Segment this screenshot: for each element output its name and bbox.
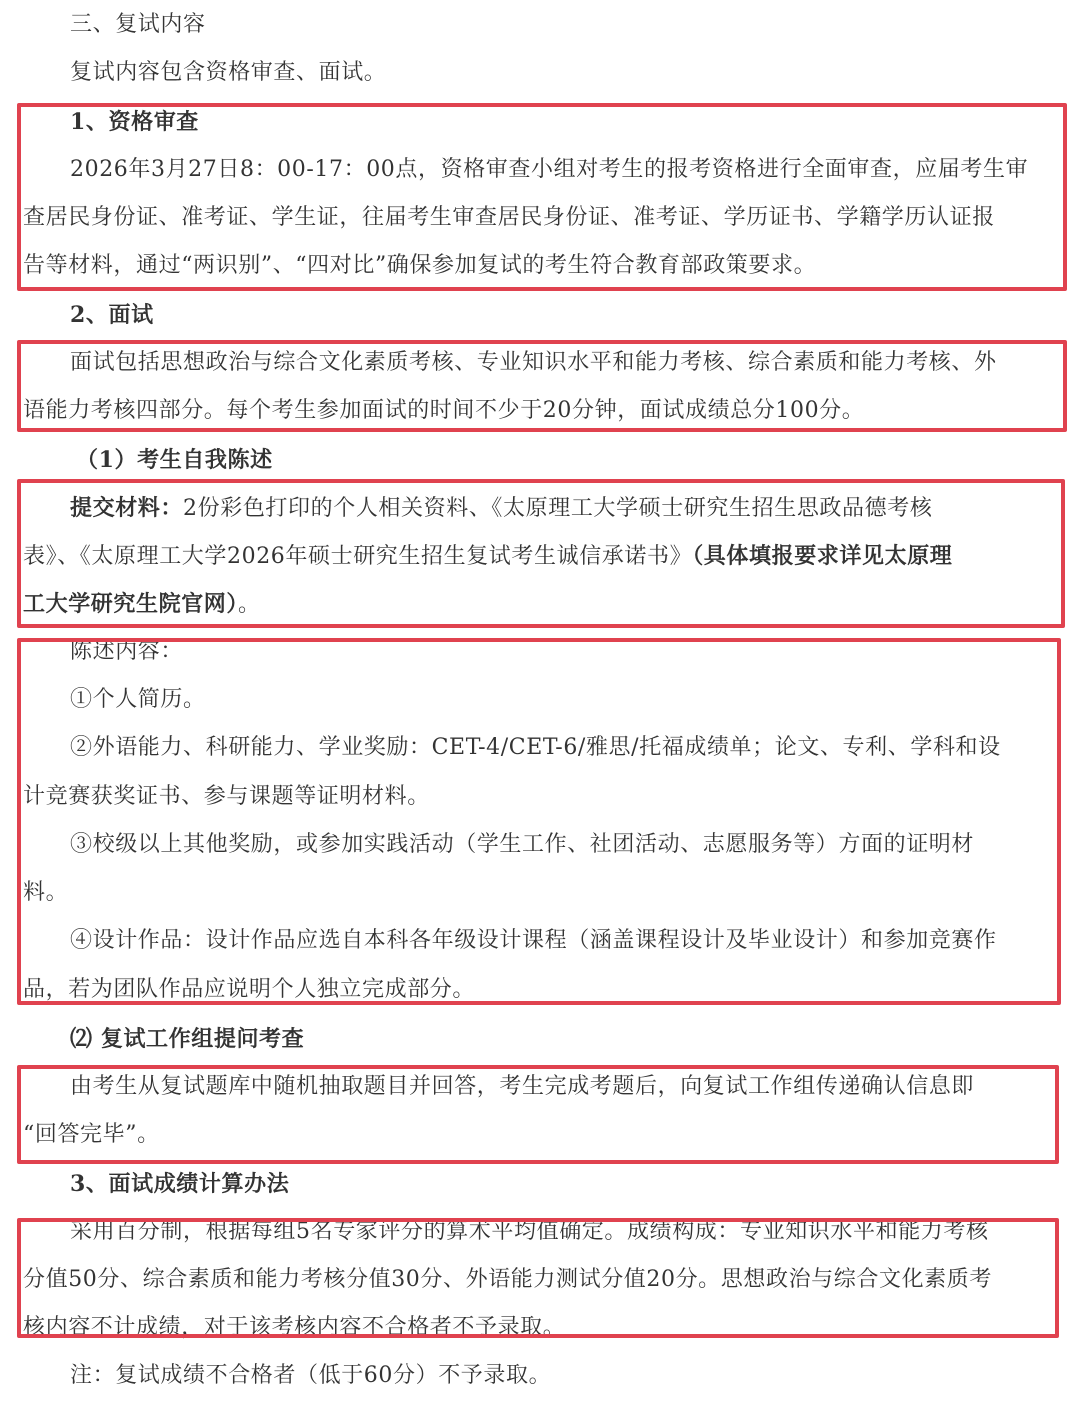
qualification-line-1: 2026年3月27日8：00-17：00点，资格审查小组对考生的报考资格进行全面审查，应届考生审 [70, 157, 1029, 182]
interview-line-1: 面试包括思想政治与综合文化素质考核、专业知识水平和能力考核、综合素质和能力考核、外 [70, 350, 997, 375]
materials-highlight-box [17, 479, 1065, 628]
questioning-line-1: 由考生从复试题库中随机抽取题目并回答，考生完成考题后，向复试工作组传递确认信息即 [70, 1074, 975, 1099]
scoring-highlight-box [17, 1218, 1059, 1338]
questioning-heading: ⑵ 复试工作组提问考查 [70, 1026, 305, 1052]
statement-item-3: ③校级以上其他奖励，或参加实践活动（学生工作、社团活动、志愿服务等）方面的证明材 [70, 832, 975, 857]
interview-heading: 2、面试 [70, 302, 154, 328]
qualification-line-3: 告等材料，通过“两识别”、“四对比”确保参加复试的考生符合教育部政策要求。 [23, 253, 817, 278]
interview-line-2: 语能力考核四部分。每个考生参加面试的时间不少于20分钟，面试成绩总分100分。 [23, 398, 865, 423]
statement-item-1: ①个人简历。 [70, 687, 206, 712]
scoring-line-1: 采用百分制，根据每组5名专家评分的算术平均值确定。成绩构成：专业知识水平和能力考核 [70, 1219, 989, 1244]
intro-text: 复试内容包含资格审查、面试。 [70, 60, 387, 85]
scoring-line-2: 分值50分、综合素质和能力考核分值30分、外语能力测试分值20分。思想政治与综合文化素质考 [23, 1267, 992, 1292]
materials-requirement-note: （具体填报要求详见太原理 [692, 543, 953, 569]
materials-end: 。 [238, 592, 261, 617]
materials-label: 提交材料： [70, 495, 184, 521]
materials-text-1: 2份彩色打印的个人相关资料、《太原理工大学硕士研究生招生思政品德考核 [183, 496, 933, 521]
qualification-heading: 1、资格审查 [70, 109, 199, 135]
qualification-line-2: 查居民身份证、准考证、学生证，往届考生审查居民身份证、准考证、学历证书、学籍学历认证报 [23, 205, 995, 230]
qualification-highlight-box [17, 103, 1067, 291]
statement-item-3-cont: 料。 [23, 880, 69, 905]
section-heading: 三、复试内容 [70, 12, 206, 37]
statement-item-4-cont: 品，若为团队作品应说明个人独立完成部分。 [23, 977, 476, 1002]
statement-item-4: ④设计作品：设计作品应选自本科各年级设计课程（涵盖课程设计及毕业设计）和参加竞赛作 [70, 928, 997, 953]
materials-requirement-note-cont: 工大学研究生院官网） [23, 591, 239, 617]
questioning-highlight-box [17, 1065, 1059, 1164]
note-text: 注：复试成绩不合格者（低于60分）不予录取。 [70, 1363, 552, 1388]
statement-item-2: ②外语能力、科研能力、学业奖励：CET-4/CET-6/雅思/托福成绩单；论文、专利、学科和设 [70, 735, 1001, 760]
interview-highlight-box [17, 340, 1067, 432]
materials-text-2: 表》、《太原理工大学2026年硕士研究生招生复试考生诚信承诺书》 [23, 544, 693, 569]
scoring-line-3: 核内容不计成绩，对于该考核内容不合格者不予录取。 [23, 1315, 566, 1340]
statement-content-label: 陈述内容： [70, 639, 184, 664]
self-statement-heading: （1）考生自我陈述 [76, 447, 273, 473]
statement-item-2-cont: 计竞赛获奖证书、参与课题等证明材料。 [23, 784, 430, 809]
statement-highlight-box [17, 638, 1061, 1005]
questioning-line-2: “回答完毕”。 [23, 1122, 160, 1147]
scoring-heading: 3、面试成绩计算办法 [70, 1171, 290, 1197]
